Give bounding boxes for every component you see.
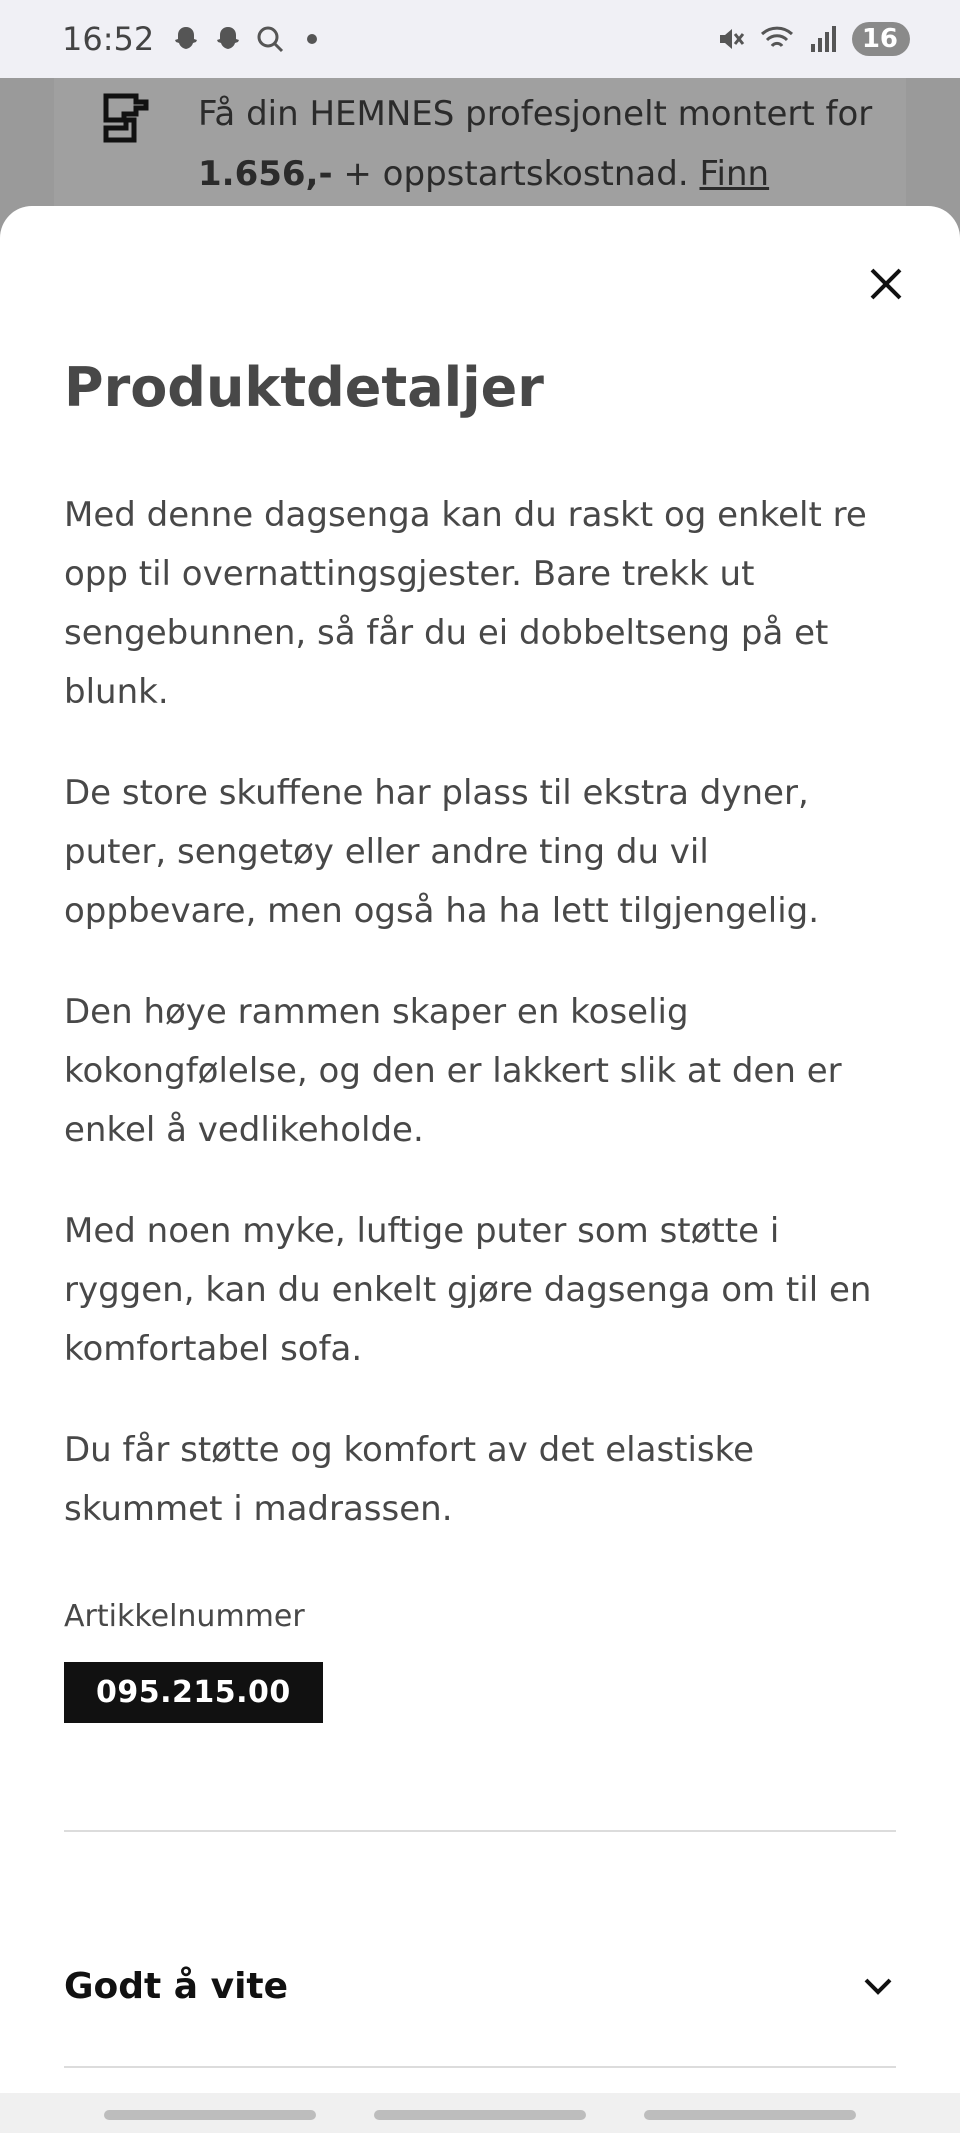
snapchat-icon [212, 23, 244, 55]
nav-handle[interactable] [104, 2110, 316, 2120]
divider [64, 2066, 896, 2068]
nav-handle[interactable] [374, 2110, 586, 2120]
notification-icons [170, 23, 328, 55]
banner-price: 1.656,- [198, 154, 333, 194]
dot-icon [296, 23, 328, 55]
good-to-know-accordion[interactable] [64, 1931, 896, 2041]
search-icon [254, 23, 286, 55]
status-time: 16:52 [62, 20, 155, 58]
divider [64, 1830, 896, 1832]
description-paragraph: Med denne dagsenga kan du raskt og enkelt re opp til overnattingsgjester. Bare trekk ut sengebunnen, så får du ei dobbeltseng på et blunk. [64, 495, 867, 712]
system-nav-bar [0, 2093, 960, 2133]
description-paragraph: Den høye rammen skaper en koselig kokongfølelse, og den er lakkert slik at den er enkel å vedlikeholde. [64, 992, 842, 1150]
signal-icon [808, 24, 838, 54]
nav-handle[interactable] [644, 2110, 856, 2120]
description-paragraph: Du får støtte og komfort av det elastiske skummet i madrassen. [64, 1430, 755, 1529]
product-details-sheet [0, 206, 960, 2133]
close-button[interactable] [856, 254, 916, 314]
battery-icon [852, 22, 910, 56]
accordion-title: Godt å vite [64, 1965, 289, 2007]
wifi-icon [760, 24, 794, 54]
assembly-banner [54, 78, 906, 218]
banner-text: Få din HEMNES profesjonelt montert for 1.656,- + oppstartskostnad. Finn [198, 94, 873, 194]
banner-link[interactable]: Finn [699, 154, 770, 194]
close-icon [866, 264, 906, 304]
product-description [64, 486, 904, 1581]
status-bar [0, 0, 960, 78]
battery-level: 16 [861, 24, 898, 54]
chevron-down-icon [860, 1968, 896, 2004]
mute-icon [716, 24, 746, 54]
description-paragraph: De store skuffene har plass til ekstra dyner, puter, sengetøy eller andre ting du vil oppbevare, men også ha ha lett tilgjengelig. [64, 773, 820, 931]
article-number-label: Artikkelnummer [64, 1599, 305, 1634]
snapchat-icon [170, 23, 202, 55]
drill-icon [100, 90, 156, 146]
page-title: Produktdetaljer [64, 356, 544, 419]
article-number: 095.215.00 [64, 1662, 323, 1723]
description-paragraph: Med noen myke, luftige puter som støtte i ryggen, kan du enkelt gjøre dagsenga om til en komfortabel sofa. [64, 1211, 872, 1369]
